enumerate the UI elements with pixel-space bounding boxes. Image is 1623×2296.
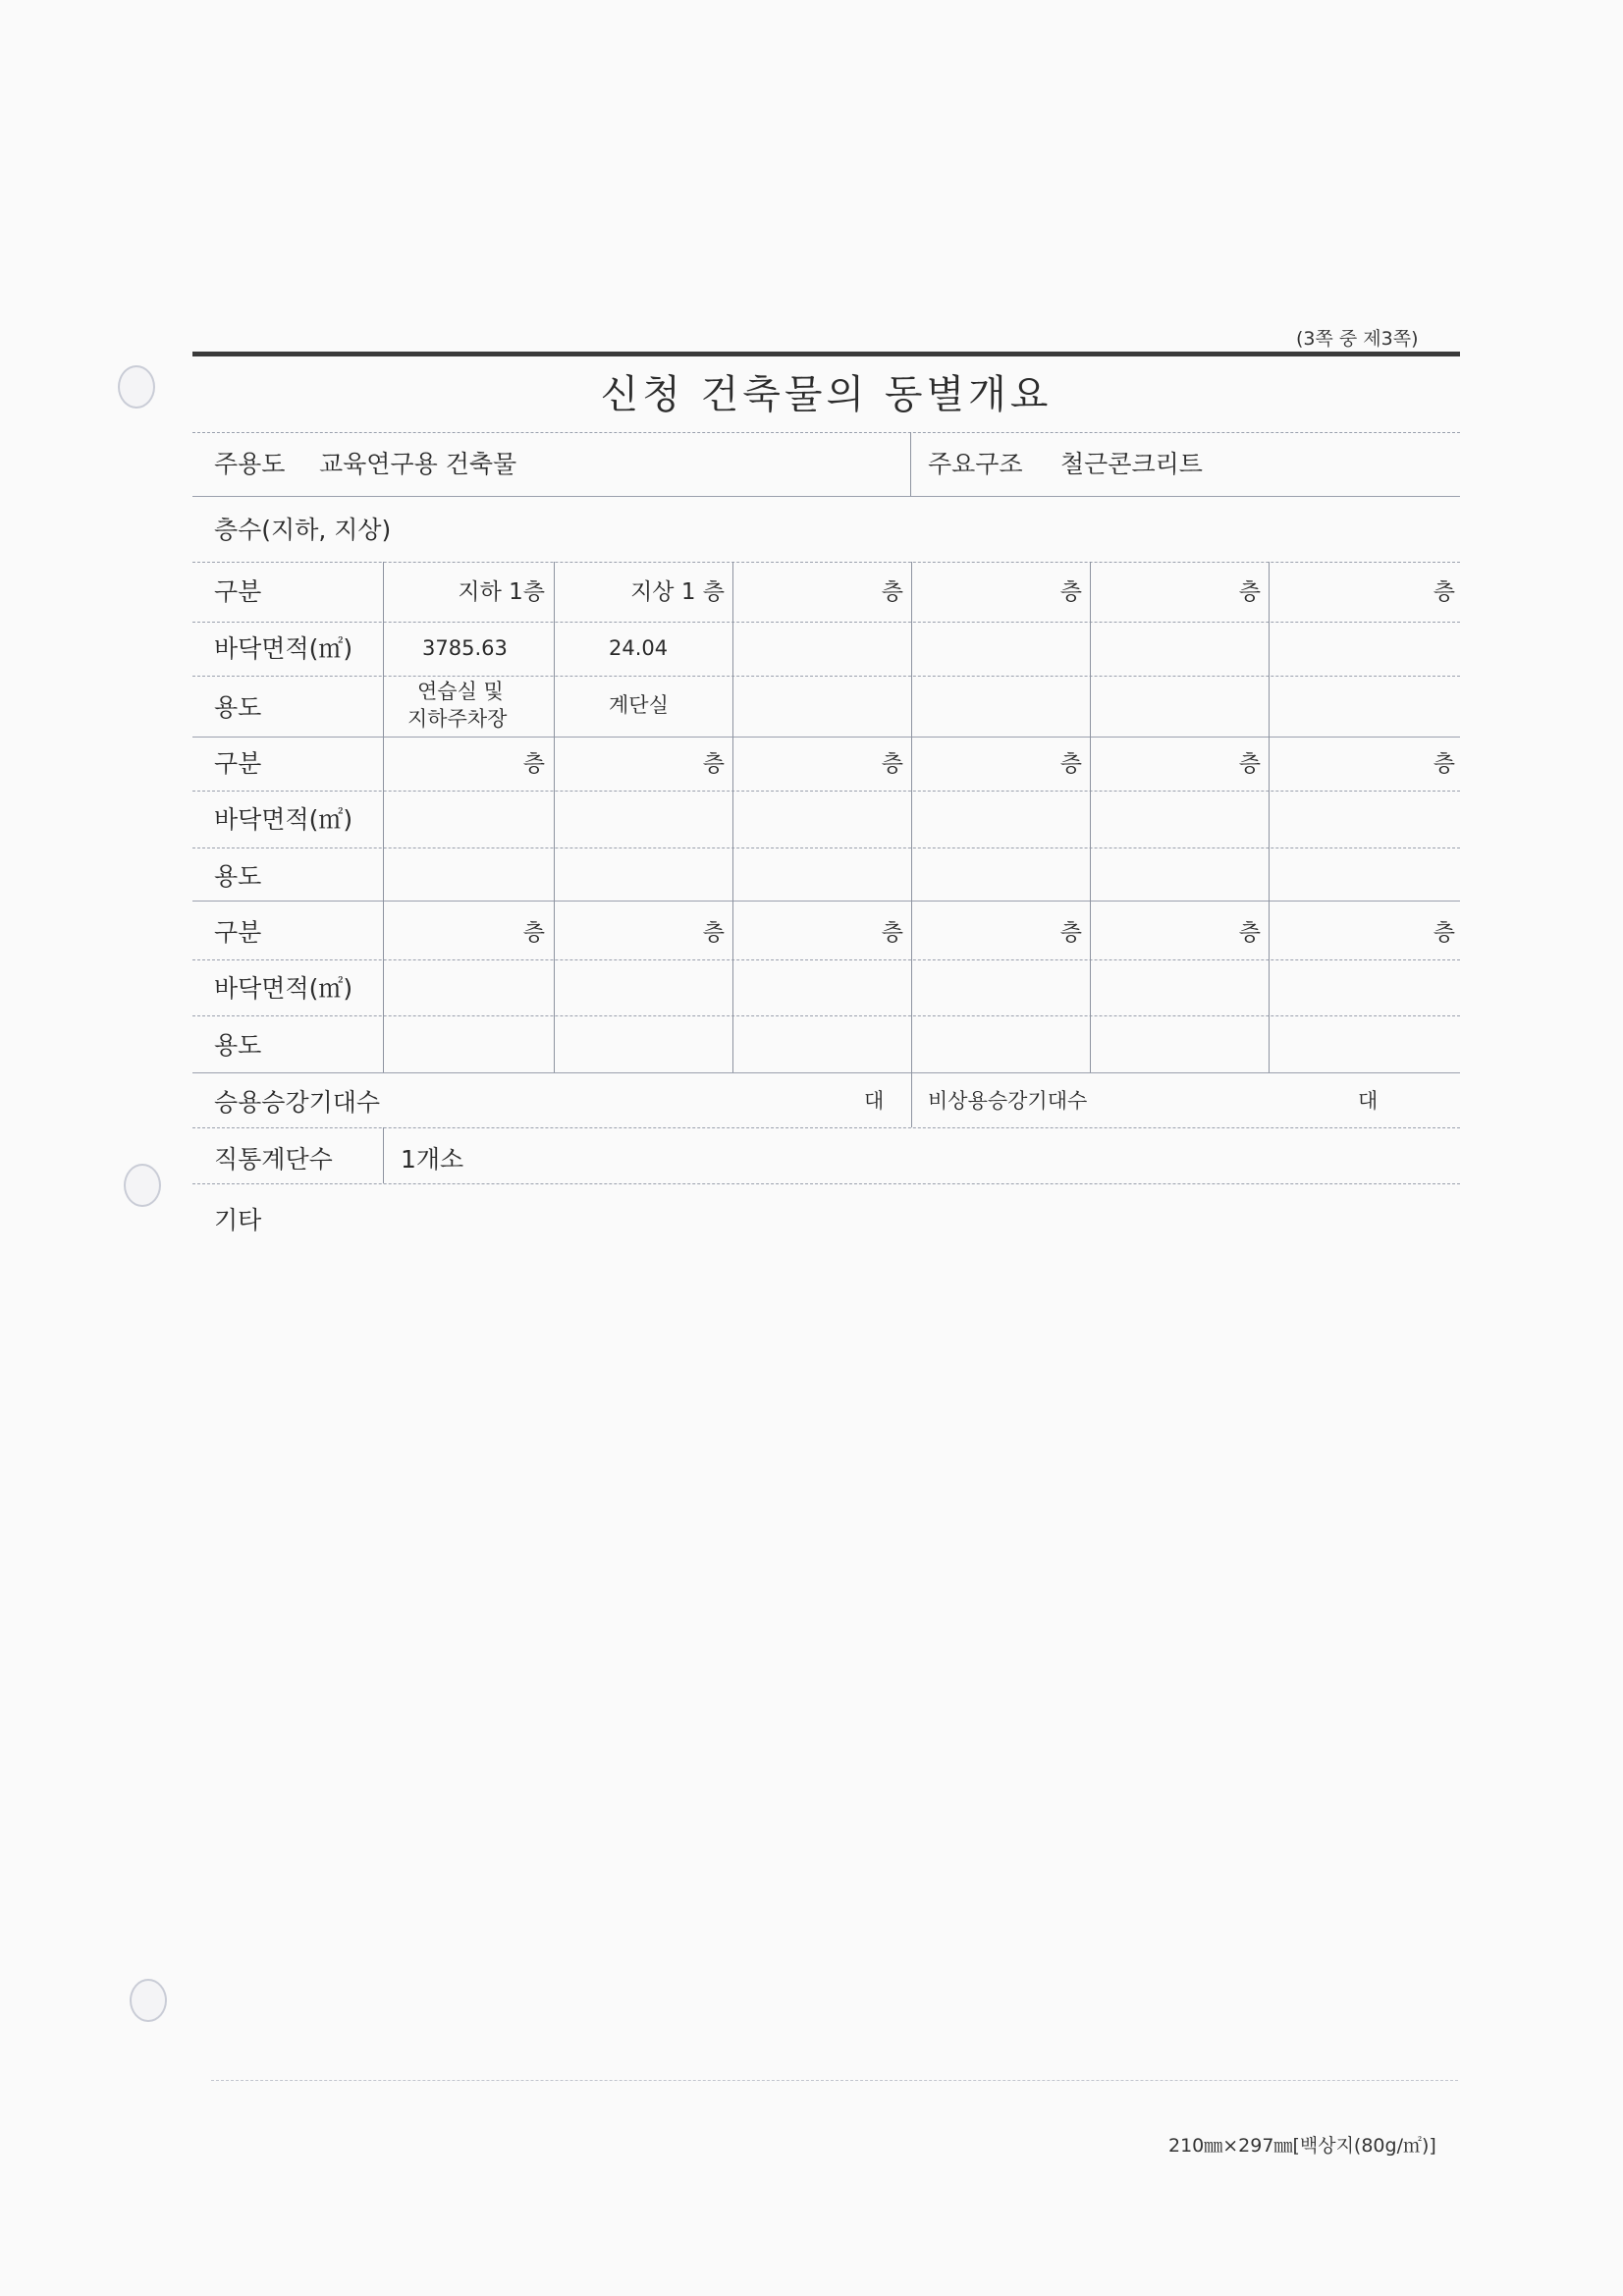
floor-cell: 층: [881, 751, 903, 777]
elevators-label: 승용승강기대수: [214, 1088, 381, 1117]
floor-cell: 층: [1433, 579, 1455, 605]
punch-hole-middle: [124, 1164, 161, 1207]
row-label-category: 구분: [214, 918, 262, 947]
floor-cell: 층: [1238, 751, 1261, 777]
floor-cell: 층: [1433, 920, 1455, 946]
rule-b3-r3: [192, 1072, 1460, 1073]
direct-stairs-label: 직통계단수: [214, 1145, 333, 1174]
main-use-label: 주용도: [214, 450, 286, 478]
row-label-use: 용도: [214, 693, 262, 722]
row-label-floor-area: 바닥면적(㎡): [214, 634, 353, 663]
punch-hole-bottom: [130, 1979, 167, 2022]
floor-area-value: 24.04: [609, 636, 669, 660]
floor-cell: 층: [1238, 579, 1261, 605]
use-value: 계단실: [609, 693, 669, 717]
main-use-value: 교육연구용 건축물: [319, 450, 517, 478]
row-label-floor-area: 바닥면적(㎡): [214, 974, 353, 1003]
floor-cell: 층: [881, 579, 903, 605]
row-label-category: 구분: [214, 749, 262, 778]
elevators-unit: 대: [864, 1089, 885, 1113]
grid-col-1: [383, 562, 384, 1072]
top-rule: [192, 352, 1460, 356]
main-structure-label: 주요구조: [928, 450, 1023, 478]
footer-rule: [211, 2080, 1458, 2081]
use-value-line2: 지하주차장: [407, 707, 508, 731]
rule-under-main-use: [192, 496, 1460, 497]
grid-col-6: [1269, 562, 1270, 1072]
floor-cell: 층: [1059, 751, 1082, 777]
floor-cell: 층: [1238, 920, 1261, 946]
floor-cell: 층: [1433, 751, 1455, 777]
main-structure-value: 철근콘크리트: [1060, 450, 1203, 478]
divider-main-use: [910, 432, 911, 496]
emergency-elevators-unit: 대: [1358, 1089, 1379, 1113]
punch-hole-top: [118, 365, 155, 409]
floor-cell: 층: [881, 920, 903, 946]
floor-cell: 층: [1059, 579, 1082, 605]
grid-col-5: [1090, 562, 1091, 1072]
rule-under-stairs: [192, 1183, 1460, 1184]
floor-cell: 지하 1층: [458, 579, 545, 605]
emergency-elevators-label: 비상용승강기대수: [928, 1089, 1088, 1113]
floor-cell: 층: [702, 751, 725, 777]
floor-cell: 층: [1059, 920, 1082, 946]
grid-col-2: [554, 562, 555, 1072]
paper-spec: 210㎜×297㎜[백상지(80g/㎡)]: [1168, 2135, 1436, 2157]
form-title: 신청 건축물의 동별개요: [600, 372, 1053, 417]
divider-stairs: [383, 1127, 384, 1183]
page-count: (3쪽 중 제3쪽): [1296, 328, 1419, 350]
row-label-use: 용도: [214, 1031, 262, 1060]
row-label-floor-area: 바닥면적(㎡): [214, 805, 353, 834]
floor-area-value: 3785.63: [422, 636, 508, 660]
floor-cell: 층: [702, 920, 725, 946]
other-label: 기타: [214, 1206, 262, 1234]
divider-elevators: [911, 1072, 912, 1127]
grid-col-3: [732, 562, 733, 1072]
row-label-use: 용도: [214, 862, 262, 891]
direct-stairs-value: 1개소: [401, 1145, 464, 1174]
use-value-line1: 연습실 및: [417, 680, 504, 703]
grid-col-4: [911, 562, 912, 1072]
floor-cell: 층: [522, 920, 545, 946]
floor-cell: 지상 1 층: [630, 579, 725, 605]
row-label-category: 구분: [214, 577, 262, 606]
floors-heading: 층수(지하, 지상): [214, 516, 392, 544]
rule-under-title: [192, 432, 1460, 433]
floor-cell: 층: [522, 751, 545, 777]
